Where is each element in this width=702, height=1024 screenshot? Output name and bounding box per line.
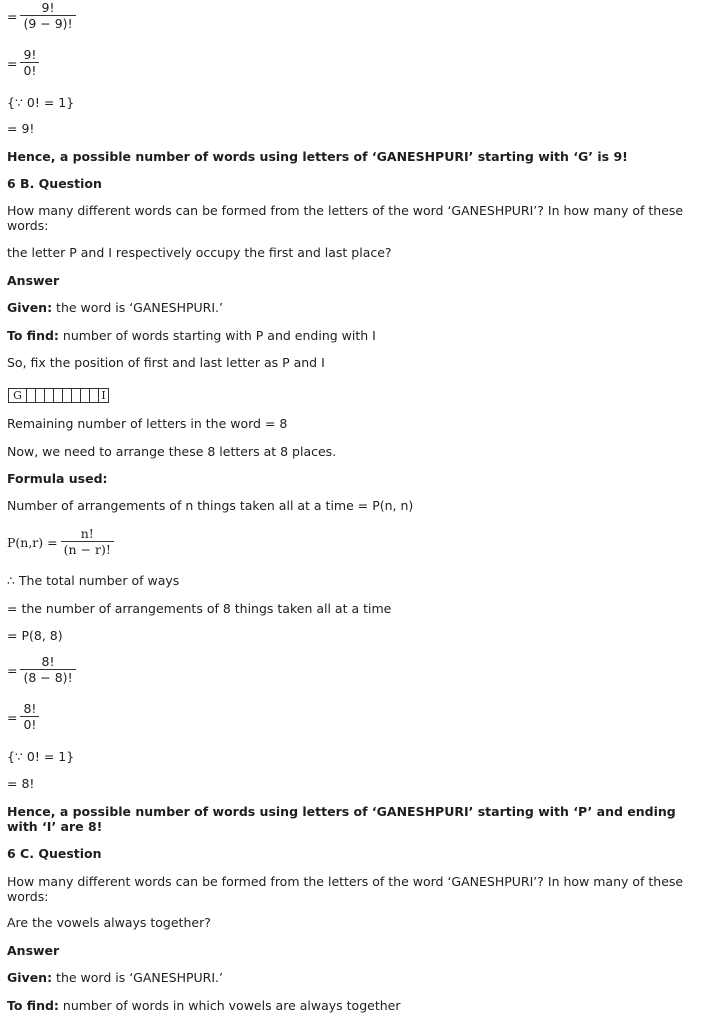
question-heading-6c: 6 C. Question bbox=[7, 846, 102, 861]
numerator: 9! bbox=[23, 47, 37, 62]
equals-sign: = bbox=[7, 8, 18, 24]
question-text-6b: How many different words can be formed from the letters of the word ‘GANESHPURI’? In how many of these words: bbox=[7, 203, 684, 233]
denominator: (n − r)! bbox=[61, 541, 114, 557]
given-text: the word is ‘GANESHPURI.’ bbox=[52, 300, 223, 315]
empty-slot bbox=[45, 389, 54, 402]
empty-slot bbox=[90, 389, 99, 402]
question-heading-6b: 6 B. Question bbox=[7, 176, 102, 191]
therefore-line: ∴ The total number of ways bbox=[7, 573, 180, 588]
tofind-label: To find: bbox=[7, 328, 59, 343]
fraction-9-over-9-minus-9 bbox=[7, 1, 76, 31]
empty-slot bbox=[81, 389, 90, 402]
conclusion-6a: Hence, a possible number of words using letters of ‘GANESHPURI’ starting with ‘G’ is 9! bbox=[7, 149, 628, 164]
answer-label-6b: Answer bbox=[7, 273, 60, 288]
given-label: Given: bbox=[7, 970, 53, 985]
fraction-8-over-8-minus-8 bbox=[7, 655, 76, 685]
denominator: 0! bbox=[20, 62, 39, 78]
numerator: 8! bbox=[23, 701, 37, 716]
factorial-note: {∵ 0! = 1} bbox=[7, 95, 75, 110]
given-label: Given: bbox=[7, 300, 53, 315]
empty-slot bbox=[72, 389, 81, 402]
permutation-formula bbox=[7, 527, 114, 557]
letter-slot-grid bbox=[8, 388, 109, 403]
numerator: 9! bbox=[41, 0, 55, 15]
fraction-9-over-0 bbox=[7, 48, 39, 78]
conclusion-6b: Hence, a possible number of words using letters of ‘GANESHPURI’ starting with ‘P’ and ending with ‘I’ are 8! bbox=[7, 804, 676, 834]
arrange-line: Now, we need to arrange these 8 letters at 8 places. bbox=[7, 444, 337, 459]
question-text-6c: How many different words can be formed from the letters of the word ‘GANESHPURI’? In how many of these words: bbox=[7, 874, 684, 904]
formula-lhs: P(n,r) = bbox=[7, 534, 58, 550]
factorial-note: {∵ 0! = 1} bbox=[7, 749, 75, 764]
question-sub-6c: Are the vowels always together? bbox=[7, 915, 211, 930]
numerator: n! bbox=[80, 526, 94, 541]
tofind-line-6c bbox=[7, 998, 400, 1013]
question-sub-6b: the letter P and I respectively occupy the first and last place? bbox=[7, 245, 392, 260]
last-slot: I bbox=[101, 389, 106, 402]
first-slot: G bbox=[9, 389, 27, 402]
equals-sign: = bbox=[7, 55, 18, 71]
result-line: = 8! bbox=[7, 776, 35, 791]
denominator: 0! bbox=[20, 716, 39, 732]
formula-label: Formula used: bbox=[7, 471, 108, 486]
denominator: (8 − 8)! bbox=[20, 669, 75, 685]
p-8-8-line: = P(8, 8) bbox=[7, 628, 63, 643]
empty-slot bbox=[54, 389, 63, 402]
given-line-6b bbox=[7, 300, 223, 315]
denominator: (9 − 9)! bbox=[20, 15, 75, 31]
empty-slot bbox=[63, 389, 72, 402]
answer-label-6c: Answer bbox=[7, 943, 60, 958]
tofind-text: number of words starting with P and ending with I bbox=[58, 328, 376, 343]
given-text: the word is ‘GANESHPURI.’ bbox=[52, 970, 223, 985]
result-line: = 9! bbox=[7, 121, 35, 136]
arrangements-line: = the number of arrangements of 8 things taken all at a time bbox=[7, 601, 392, 616]
equals-sign: = bbox=[7, 662, 18, 678]
numerator: 8! bbox=[41, 654, 55, 669]
tofind-line-6b bbox=[7, 328, 376, 343]
remaining-letters-line: Remaining number of letters in the word = 8 bbox=[7, 416, 288, 431]
given-line-6c bbox=[7, 970, 223, 985]
formula-text: Number of arrangements of n things taken all at a time = P(n, n) bbox=[7, 498, 414, 513]
empty-slot bbox=[36, 389, 45, 402]
tofind-label: To find: bbox=[7, 998, 59, 1013]
tofind-text: number of words in which vowels are always together bbox=[58, 998, 401, 1013]
equals-sign: = bbox=[7, 709, 18, 725]
fraction-8-over-0 bbox=[7, 702, 39, 732]
empty-slot bbox=[27, 389, 36, 402]
fix-position-line: So, fix the position of first and last letter as P and I bbox=[7, 355, 325, 370]
